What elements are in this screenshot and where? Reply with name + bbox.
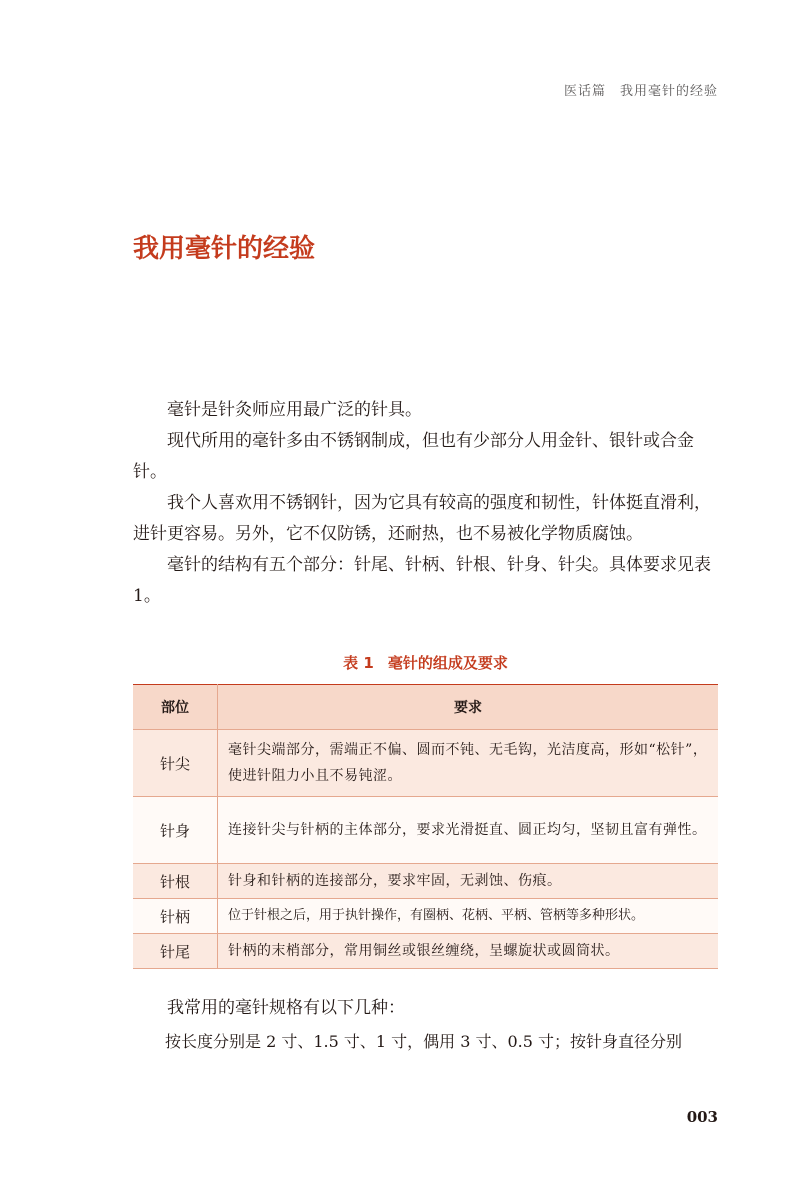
header-section: 医话篇 bbox=[563, 84, 606, 99]
after-table-text bbox=[133, 992, 718, 1058]
body-text bbox=[133, 395, 718, 612]
table-row bbox=[133, 934, 718, 969]
column-header-requirement: 要求 bbox=[218, 685, 719, 730]
table-caption bbox=[133, 652, 718, 673]
part-cell: 针柄 bbox=[133, 899, 218, 934]
paragraph: 我个人喜欢用不锈钢针，因为它具有较高的强度和韧性，针体挺直滑利，进针更容易。另外，它不仅防锈，还耐热，也不易被化学物质腐蚀。 bbox=[133, 493, 711, 544]
header-chapter: 我用毫针的经验 bbox=[619, 84, 718, 99]
paragraph: 按长度分别是 2 寸、1.5 寸、1 寸，偶用 3 寸、0.5 寸；按针身直径分别 bbox=[165, 1032, 683, 1051]
table-row bbox=[133, 864, 718, 899]
table-row bbox=[133, 730, 718, 797]
part-cell: 针尾 bbox=[133, 934, 218, 969]
requirement-cell: 毫针尖端部分，需端正不偏、圆而不钝、无毛钩，光洁度高，形如“松针”，使进针阻力小且不易钝涩。 bbox=[218, 730, 719, 797]
table-caption-number: 表 1 bbox=[343, 654, 374, 672]
requirement-cell: 连接针尖与针柄的主体部分，要求光滑挺直、圆正均匀，坚韧且富有弹性。 bbox=[218, 797, 719, 864]
table-row bbox=[133, 899, 718, 934]
table-caption-text: 毫针的组成及要求 bbox=[387, 654, 508, 672]
part-cell: 针身 bbox=[133, 797, 218, 864]
requirement-cell: 针身和针柄的连接部分，要求牢固，无剥蚀、伤痕。 bbox=[218, 864, 719, 899]
table-header-row bbox=[133, 685, 718, 730]
requirement-cell: 位于针根之后，用于执针操作，有圈柄、花柄、平柄、管柄等多种形状。 bbox=[218, 899, 719, 934]
paragraph: 毫针是针灸师应用最广泛的针具。 bbox=[167, 400, 422, 420]
column-header-part: 部位 bbox=[133, 685, 218, 730]
paragraph: 我常用的毫针规格有以下几种： bbox=[167, 998, 405, 1018]
needle-structure-table bbox=[133, 684, 718, 969]
table-row bbox=[133, 797, 718, 864]
paragraph: 现代所用的毫针多由不锈钢制成，但也有少部分人用金针、银针或合金针。 bbox=[133, 431, 694, 482]
paragraph: 毫针的结构有五个部分：针尾、针柄、针根、针身、针尖。具体要求见表 1。 bbox=[133, 555, 711, 606]
part-cell: 针尖 bbox=[133, 730, 218, 797]
running-header bbox=[564, 80, 718, 99]
requirement-cell: 针柄的末梢部分，常用铜丝或银丝缠绕，呈螺旋状或圆筒状。 bbox=[218, 934, 719, 969]
page-number: 003 bbox=[686, 1108, 718, 1126]
chapter-title: 我用毫针的经验 bbox=[133, 234, 316, 264]
part-cell: 针根 bbox=[133, 864, 218, 899]
